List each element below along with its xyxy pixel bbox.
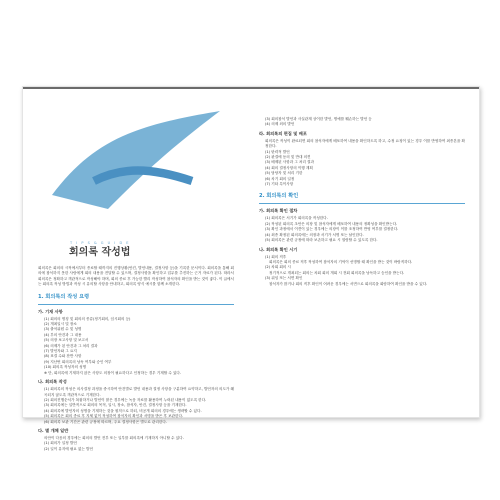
list-item: (1) 회의록의 작성은 의사결정 과정을 중시하여 안건별로 발언 내용과 결정 사항을 구분하여 요약하고, 발언자의 의도가 왜곡되지 않도록 객관적으로 기재한다. [44, 387, 234, 397]
list-item: (2) 작성된 회의록 초안은 의장 및 참석자에게 배포하여 내용의 정확성을 확인받는다. [265, 221, 398, 226]
list-item: (9) 지난번 회의록의 낭독 여부와 승인 여부 [44, 359, 112, 364]
list-item: (4) 회의 결정사항의 이행 계획 [265, 165, 313, 170]
list-item: (5) 회의록은 회의 종료 후 지체 없이 작성하여 참석자의 확인과 서명을 받은 후 보관한다. [44, 414, 184, 419]
section-divider [259, 203, 465, 204]
section-heading-1: 1. 회의록의 작성 요령 [38, 293, 90, 300]
list-item: (2) 개최일시 및 장소 [44, 322, 77, 327]
list-item: (3) 위임 또는 서면 확인 [265, 276, 303, 281]
paragraph: 의안이 다음의 경우에는 회의의 발언 전부 또는 일부를 회의록에 기재하지 아니할 수 있다. [44, 435, 184, 440]
list-item: (2) 판결에 동의 및 반대 의견 [265, 155, 311, 160]
header [38, 97, 234, 259]
subheading-na: 나. 회의록 작성 [38, 379, 67, 385]
section-heading-2: 2. 회의록의 확인 [259, 193, 299, 200]
list-item: (3) 회의참석 발언과 사실관계 상이한 발언, 명예를 훼손하는 발언 등 [265, 117, 372, 121]
list-item: (1) 회의 직후 [265, 254, 287, 259]
list-item: (4) 부의 안건과 그 내용 [44, 332, 82, 337]
subheading-da: 다. 별 개체 일반 [38, 427, 69, 433]
list-note: ※ 단, 회의록에 기재하지 않은 사항도 의장이 필요하다고 인정하는 경우 기재할 수 있다. [44, 370, 182, 375]
page-title: 회의록 작성법 [69, 247, 131, 258]
list-item: (3) 출석위원 수 및 성명 [44, 327, 82, 332]
list-item: (3) 회의록에는 일반적으로 회의의 목적, 일시, 장소, 참석자, 안건, 결정사항 등을 기재한다. [44, 403, 187, 408]
list-item: (1) 탄력적 발언 [265, 149, 290, 154]
right-column [259, 117, 465, 287]
document-page [22, 86, 480, 451]
list-item: (3) 확인 과정에서 이견이 있는 경우에는 의장이 이를 조정하여 반영 여부를 결정한다. [265, 227, 399, 232]
list-item-detail: 정기적으로 개최되는 회의는 차회 회의 개회 시 전회 회의록을 낭독하고 승인을 받는다. [269, 270, 405, 275]
list-item: (7) 발언자와 그 요지 [44, 349, 77, 354]
subheading-ra: 라. 회의록의 편집 및 배포 [259, 130, 307, 136]
subheading-ga: 가. 기재 사항 [38, 308, 63, 314]
list-item: (5) 담당자 및 처리 기한 [265, 171, 303, 176]
left-column [38, 97, 234, 452]
bird-logo-icon [38, 97, 234, 237]
list-item: (8) 표결 수와 찬반 사항 [44, 354, 82, 359]
subheading-na-2: 나. 회의록 확인 시기 [259, 246, 298, 252]
list-item: (2) 회의진행순서가 복잡하거나 발언이 많은 경우에는 녹음 자료를 활용하여 누락된 내용이 없도록 한다. [44, 397, 207, 402]
list-item: (5) 회의록은 관련 규정에 따라 보존하고 필요 시 열람할 수 있도록 한다. [265, 238, 378, 243]
list-item: (5) 의장 보고사항 및 보고서 [44, 338, 89, 343]
list-item: (6) 의제가 된 안건과 그 처리 결과 [44, 343, 98, 348]
list-item: (4) 회의록에 발언자의 성명을 기재하는 것을 원칙으로 하되, 비공개 회의의 경우에는 생략할 수 있다. [44, 408, 202, 413]
list-item-detail: 참석자가 많거나 회의 직후 확인이 어려운 경우에는 서면으로 회의록을 회람하여 확인을 받을 수 있다. [269, 281, 428, 286]
list-item: (4) 의제 외의 발언 [265, 122, 295, 127]
list-item: (10) 회의록 작성자의 성명 [44, 365, 87, 370]
list-item: (1) 회의의 명칭 및 회의의 종류(정기회의, 임시회의 등) [44, 316, 131, 321]
list-item: (4) 최종 확정된 회의록에는 의장과 서기가 서명 또는 날인한다. [265, 232, 364, 237]
list-item: (2) 차회 회의 시 [265, 265, 291, 270]
list-item-detail: 회의록은 회의 종료 직후 작성하여 참석자의 기억이 선명할 때 확인을 받는 것이 바람직하다. [269, 259, 413, 264]
list-item: (7) 기타 특이사항 [265, 182, 294, 187]
list-item: (3) 배제된 사항과 그 처리 결과 [265, 160, 314, 165]
subheading-ga-2: 가. 회의록 확인 절차 [259, 208, 298, 214]
intro-paragraph: 회의록은 회의의 시작에서부터 종료할 때까지의 진행상황(안건, 발언내용, 결정사항 등)을 기록한 문서이다. 회의록을 통해 회의에 참석하지 못한 사람에게 회의 내용을 전달할 수 있으며, 결정사항을 확인하고 업무를 추진하는 근거 자료가 된다. 따라서 회의록은 정확하고 객관적으로 작성해야 하며, 회의 종료 후 가능한 빨리 작성하여 참석자의 확인을 받는 것이 좋다. 이 글에서는 회의록 작성 방법과 작성 시 유의할 사항을 안내하고, 회의록 양식 예시를 함께 소개한다. [38, 266, 234, 287]
list-item: (6) 차기 회의 일정 [265, 176, 295, 181]
header-kicker: T I P S & G U I D E [70, 241, 130, 245]
list-item: (6) 회의록 보관 기간은 관련 규정에 따르며, 주요 결정사항은 별도로 관리한다. [44, 419, 167, 424]
list-item: (1) 회의록은 서기가 회의록을 작성한다. [265, 216, 328, 221]
section-divider [38, 304, 234, 305]
paragraph: 회의록은 작성이 완료되면 회의 참석자에게 배포하여 내용을 확인하도록 하고, 수정 요청이 있는 경우 이를 반영하여 최종본을 확정한다. [265, 138, 465, 149]
list-item: (2) 일이 유지에 필요 없는 발언 [44, 446, 93, 451]
list-item: (1) 회의가 일정 발언 [44, 441, 77, 446]
